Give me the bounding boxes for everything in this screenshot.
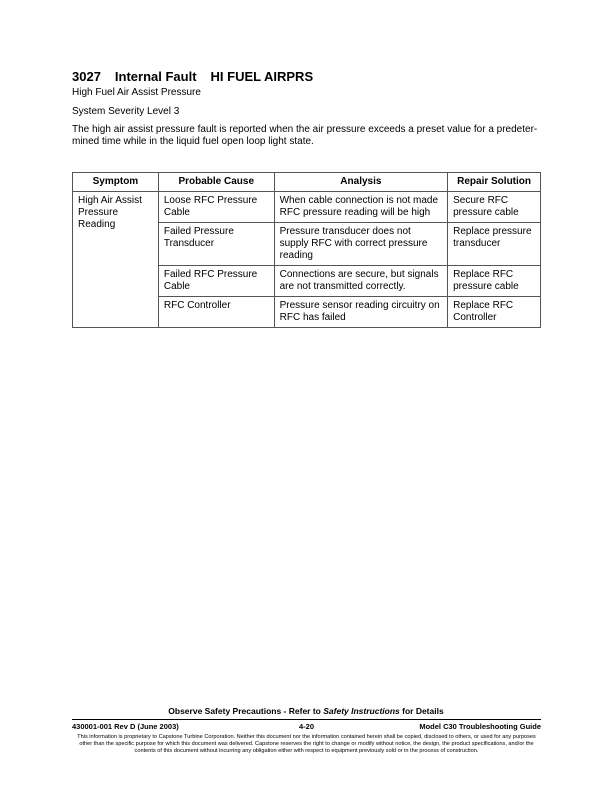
fault-code: 3027 — [72, 69, 101, 84]
fault-subtitle: High Fuel Air Assist Pressure — [72, 87, 201, 98]
solution-cell: Replace pressure transducer — [448, 223, 541, 266]
troubleshooting-table — [72, 172, 541, 328]
cause-cell: RFC Controller — [158, 297, 274, 328]
header-analysis: Analysis — [274, 173, 448, 192]
fault-heading — [72, 69, 327, 84]
analysis-cell: When cable connection is not made RFC pressure reading will be high — [274, 192, 448, 223]
doc-number: 430001-001 Rev D (June 2003) — [72, 722, 179, 731]
analysis-cell: Pressure sensor reading circuitry on RFC has failed — [274, 297, 448, 328]
safety-note — [0, 706, 612, 716]
cause-cell: Failed RFC Pressure Cable — [158, 266, 274, 297]
solution-cell: Replace RFC Controller — [448, 297, 541, 328]
guide-title: Model C30 Troubleshooting Guide — [419, 722, 541, 731]
fault-name: HI FUEL AIRPRS — [210, 69, 314, 84]
safety-instructions-ref: Safety Instructions — [323, 706, 400, 716]
safety-suffix: for Details — [399, 706, 444, 716]
footer-divider — [72, 719, 541, 720]
proprietary-disclaimer: This information is proprietary to Capstone Turbine Corporation. Neither this document nor the information contained herein shall be copied, disclosed to others, or used for any purposes other than the specific purpose for which this document was delivered. Capstone reserves the right to change or modify without notice, the design, the product specifications, and/or the contents of this document without incurring any obligation either with respect to equipment previously sold or in the process of construction. — [77, 734, 536, 754]
header-symptom: Symptom — [73, 173, 159, 192]
fault-type: Internal Fault — [114, 69, 197, 84]
severity-level: System Severity Level 3 — [72, 106, 180, 117]
table-row — [73, 192, 541, 223]
solution-cell: Replace RFC pressure cable — [448, 266, 541, 297]
analysis-cell: Connections are secure, but signals are not transmitted correctly. — [274, 266, 448, 297]
header-probable-cause: Probable Cause — [158, 173, 274, 192]
fault-description: The high air assist pressure fault is reported when the air pressure exceeds a preset value for a predeter-mined time while in the liquid fuel open loop light state. — [72, 124, 538, 147]
page-number: 4-20 — [298, 722, 314, 731]
cause-cell: Failed Pressure Transducer — [158, 223, 274, 266]
analysis-cell: Pressure transducer does not supply RFC with correct pressure reading — [274, 223, 448, 266]
cause-cell: Loose RFC Pressure Cable — [158, 192, 274, 223]
solution-cell: Secure RFC pressure cable — [448, 192, 541, 223]
header-repair-solution: Repair Solution — [448, 173, 541, 192]
safety-prefix: Observe Safety Precautions - Refer to — [168, 706, 324, 716]
table-header-row — [73, 173, 541, 192]
symptom-cell: High Air Assist Pressure Reading — [73, 192, 159, 328]
